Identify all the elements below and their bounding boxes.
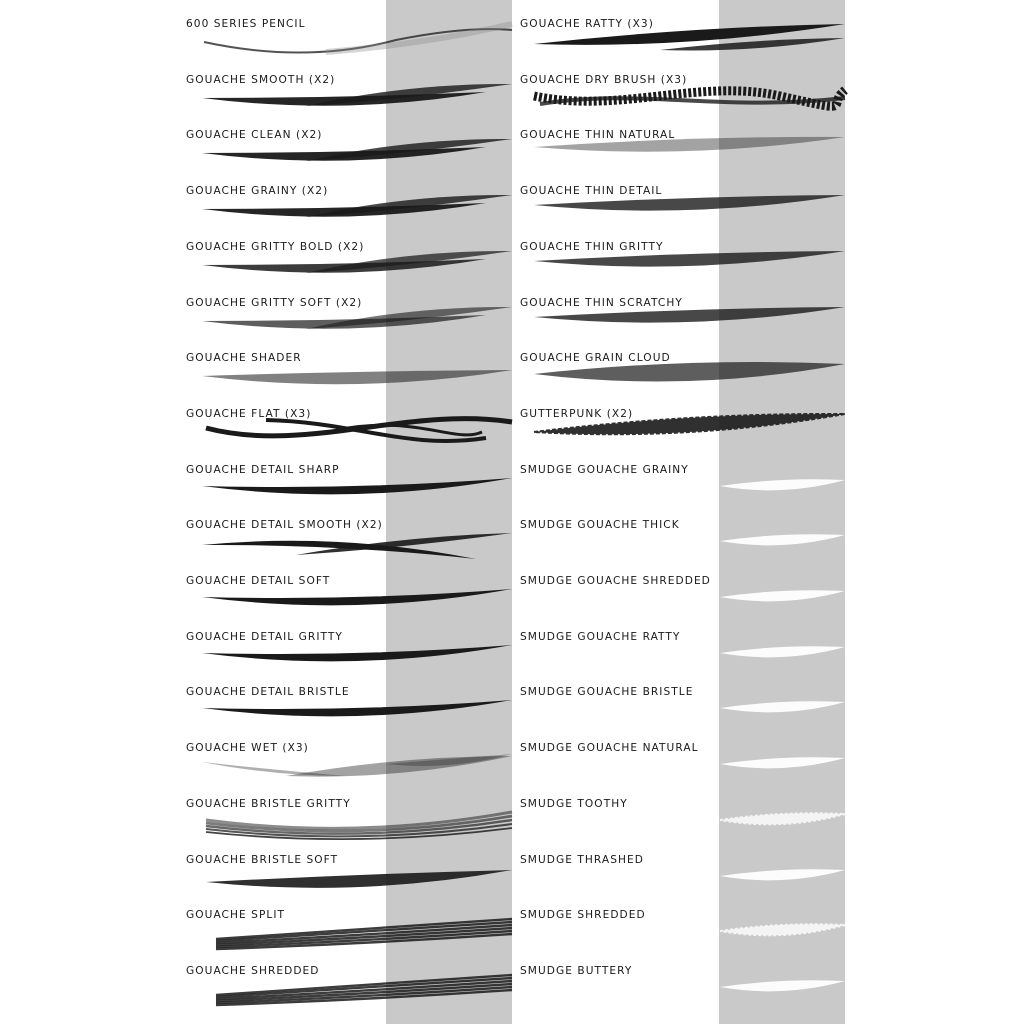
brush-stroke-swatch (186, 786, 512, 842)
brush-stroke-swatch (186, 507, 512, 563)
brush-sample-row (520, 62, 845, 118)
brush-sample-row (520, 507, 845, 563)
brush-sample-row (186, 285, 512, 341)
brush-name-label: GOUACHE THIN SCRATCHY (520, 296, 683, 309)
brush-name-label: GOUACHE DETAIL SOFT (186, 575, 331, 587)
brush-sample-row (186, 842, 512, 898)
brush-sample-row (186, 619, 512, 675)
brush-sample-row (186, 786, 512, 842)
brush-stroke-swatch (186, 452, 512, 508)
brush-stroke-swatch (186, 842, 512, 898)
brush-name-label: GOUACHE CLEAN (X2) (186, 129, 323, 142)
brush-stroke-swatch (186, 285, 512, 341)
brush-name-label: GOUACHE FLAT (X3) (186, 407, 312, 420)
brush-sample-row (186, 229, 512, 285)
brush-sample-row (186, 396, 512, 452)
brush-sample-row (520, 730, 845, 786)
brush-sample-row (520, 897, 845, 953)
brush-name-label: GOUACHE SHREDDED (186, 964, 320, 977)
brush-name-label: GOUACHE BRISTLE SOFT (186, 853, 339, 866)
brush-sample-row (186, 953, 512, 1009)
brush-stroke-swatch (520, 340, 845, 396)
brush-name-label: GOUACHE SPLIT (186, 909, 286, 922)
brush-name-label: GOUACHE THIN DETAIL (520, 185, 663, 198)
brush-name-label: GOUACHE GRITTY BOLD (X2) (186, 240, 365, 253)
brush-name-label: GOUACHE WET (X3) (186, 742, 309, 755)
brush-stroke-swatch (186, 117, 512, 173)
brush-stroke-swatch (520, 674, 845, 730)
brush-stroke-swatch (520, 842, 845, 898)
brush-stroke-swatch (520, 563, 845, 619)
brush-stroke-swatch (520, 452, 845, 508)
brush-sample-row (520, 173, 845, 229)
brush-stroke-swatch (520, 285, 845, 341)
brush-sample-row (186, 674, 512, 730)
brush-sample-row (520, 340, 845, 396)
brush-name-label: GOUACHE BRISTLE GRITTY (186, 797, 351, 810)
brush-sample-row (186, 62, 512, 118)
brush-sample-row (520, 452, 845, 508)
brush-name-label: GUTTERPUNK (X2) (520, 407, 634, 420)
brush-name-label: SMUDGE GOUACHE SHREDDED (520, 575, 711, 587)
brush-name-label: SMUDGE GOUACHE BRISTLE (520, 686, 694, 699)
brush-sample-row (186, 730, 512, 786)
brush-stroke-swatch (186, 563, 512, 619)
brush-stroke-swatch (186, 897, 512, 953)
brush-sample-row (520, 396, 845, 452)
brush-sample-row (186, 117, 512, 173)
brush-stroke-swatch (520, 507, 845, 563)
brush-name-label: GOUACHE GRITTY SOFT (X2) (186, 296, 363, 309)
brush-stroke-swatch (186, 730, 512, 786)
brush-name-label: 600 SERIES PENCIL (186, 18, 306, 30)
brush-stroke-swatch (520, 953, 845, 1009)
brush-stroke-swatch (186, 173, 512, 229)
brush-sample-row (520, 842, 845, 898)
brush-name-label: SMUDGE GOUACHE GRAINY (520, 463, 689, 476)
brush-sample-row (186, 507, 512, 563)
brush-name-label: SMUDGE GOUACHE NATURAL (520, 742, 699, 755)
brush-stroke-swatch (186, 340, 512, 396)
brush-stroke-swatch (520, 229, 845, 285)
brush-stroke-swatch (186, 229, 512, 285)
brush-name-label: GOUACHE SHADER (186, 352, 302, 365)
brush-name-label: GOUACHE SMOOTH (X2) (186, 73, 336, 86)
brush-sample-row (186, 897, 512, 953)
brush-name-label: SMUDGE SHREDDED (520, 909, 646, 922)
brush-name-label: SMUDGE GOUACHE THICK (520, 519, 680, 532)
brush-name-label: GOUACHE GRAIN CLOUD (520, 352, 671, 365)
brush-stroke-swatch (186, 62, 512, 118)
brush-stroke-swatch (520, 619, 845, 675)
brush-sample-row (186, 452, 512, 508)
brush-stroke-swatch (520, 6, 845, 62)
brush-name-label: SMUDGE TOOTHY (520, 797, 628, 810)
brush-name-label: SMUDGE THRASHED (520, 853, 644, 866)
brush-sample-row (520, 786, 845, 842)
brush-sample-row (186, 340, 512, 396)
brush-name-label: GOUACHE DETAIL SMOOTH (X2) (186, 519, 383, 532)
brush-sample-row (520, 6, 845, 62)
brush-sample-row (520, 229, 845, 285)
brush-sample-row (186, 173, 512, 229)
brush-name-label: GOUACHE GRAINY (X2) (186, 185, 329, 198)
brush-stroke-swatch (520, 173, 845, 229)
brush-stroke-swatch (520, 786, 845, 842)
brush-stroke-swatch (520, 117, 845, 173)
brush-name-label: SMUDGE GOUACHE RATTY (520, 630, 681, 643)
brush-stroke-swatch (186, 953, 512, 1009)
brush-stroke-swatch (520, 62, 845, 118)
brush-sample-row (520, 563, 845, 619)
brush-sample-row (520, 619, 845, 675)
brush-stroke-swatch (186, 674, 512, 730)
brush-name-label: SMUDGE BUTTERY (520, 964, 633, 977)
brush-name-label: GOUACHE DETAIL BRISTLE (186, 686, 350, 699)
brush-stroke-swatch (520, 897, 845, 953)
brush-name-label: GOUACHE RATTY (X3) (520, 18, 654, 30)
brush-name-label: GOUACHE DRY BRUSH (X3) (520, 73, 688, 86)
brush-name-label: GOUACHE DETAIL SHARP (186, 463, 340, 476)
brush-sample-row (520, 953, 845, 1009)
brush-sample-row (520, 117, 845, 173)
brush-stroke-swatch (186, 619, 512, 675)
brush-sample-row (186, 6, 512, 62)
brush-stroke-swatch (520, 730, 845, 786)
brush-sample-row (186, 563, 512, 619)
brush-stroke-swatch (186, 6, 512, 62)
brush-name-label: GOUACHE THIN NATURAL (520, 129, 676, 142)
brush-name-label: GOUACHE THIN GRITTY (520, 240, 664, 253)
brush-sample-row (520, 285, 845, 341)
brush-sample-row (520, 674, 845, 730)
brush-name-label: GOUACHE DETAIL GRITTY (186, 630, 343, 643)
brush-stroke-swatch (520, 396, 845, 452)
brush-stroke-swatch (186, 396, 512, 452)
